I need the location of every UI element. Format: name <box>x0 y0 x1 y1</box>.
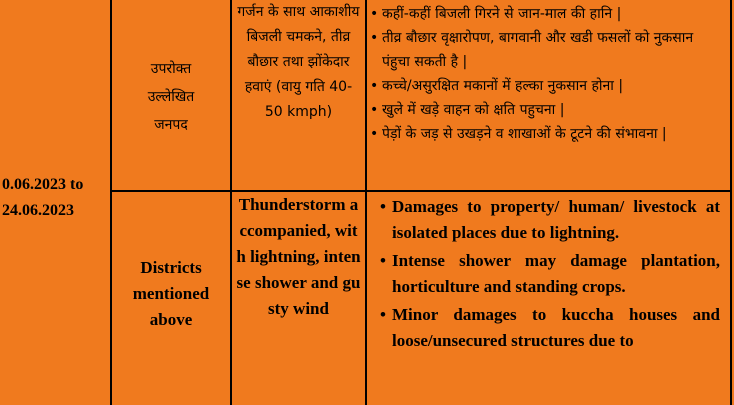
hindi-impacts-cell <box>370 2 728 146</box>
column-divider <box>730 0 732 405</box>
hindi-impact-item: • कहीं-कहीं बिजली गिरने से जान-माल की हानि | <box>370 6 622 22</box>
english-impact-item: • Intense shower may damage plantation, horticulture and standing crops. <box>380 251 720 296</box>
english-phenomenon: Thunderstorm accompanied, with lightning, intense shower and gusty wind <box>236 195 361 318</box>
english-impact-item: • Minor damages to kuccha houses and loose/unsecured structures due to <box>380 305 720 350</box>
hindi-impact-item: • कच्चे/असुरक्षित मकानों में हल्का नुकसान होना | <box>370 78 624 94</box>
english-impacts-cell <box>380 194 720 405</box>
english-phenomenon-cell <box>232 192 365 322</box>
hindi-phenomenon-cell <box>232 0 365 125</box>
english-impact-item: • Damages to property/ human/ livestock at isolated places due to lightning. <box>380 197 720 242</box>
hindi-districts-cell <box>112 55 230 139</box>
row-divider <box>110 190 732 192</box>
english-districts: Districts mentioned above <box>132 258 210 329</box>
date-range: 0.06.2023 to 24.06.2023 <box>2 176 84 219</box>
hindi-impact-item: • पेड़ों के जड़ से उखड़ने व शाखाओं के टूटने की संभावना | <box>370 126 667 142</box>
hindi-impact-item: • तीव्र बौछार वृक्षारोपण, बागवानी और खडी फसलों को नुकसान पंहुचा सकती है | <box>370 30 694 70</box>
hindi-phenomenon: गर्जन के साथ आकाशीय बिजली चमकने, तीव्र बौछार तथा झोंकेदार हवाएं (वायु गति 40-50 kmph) <box>237 4 360 120</box>
english-districts-cell <box>112 255 230 333</box>
hindi-impact-item: • खुले में खड़े वाहन को क्षति पहुचना | <box>370 102 565 118</box>
date-range-cell <box>0 172 110 224</box>
hindi-districts: उपरोक्त उल्लेखित जनपद <box>147 61 195 133</box>
column-divider <box>365 0 367 405</box>
